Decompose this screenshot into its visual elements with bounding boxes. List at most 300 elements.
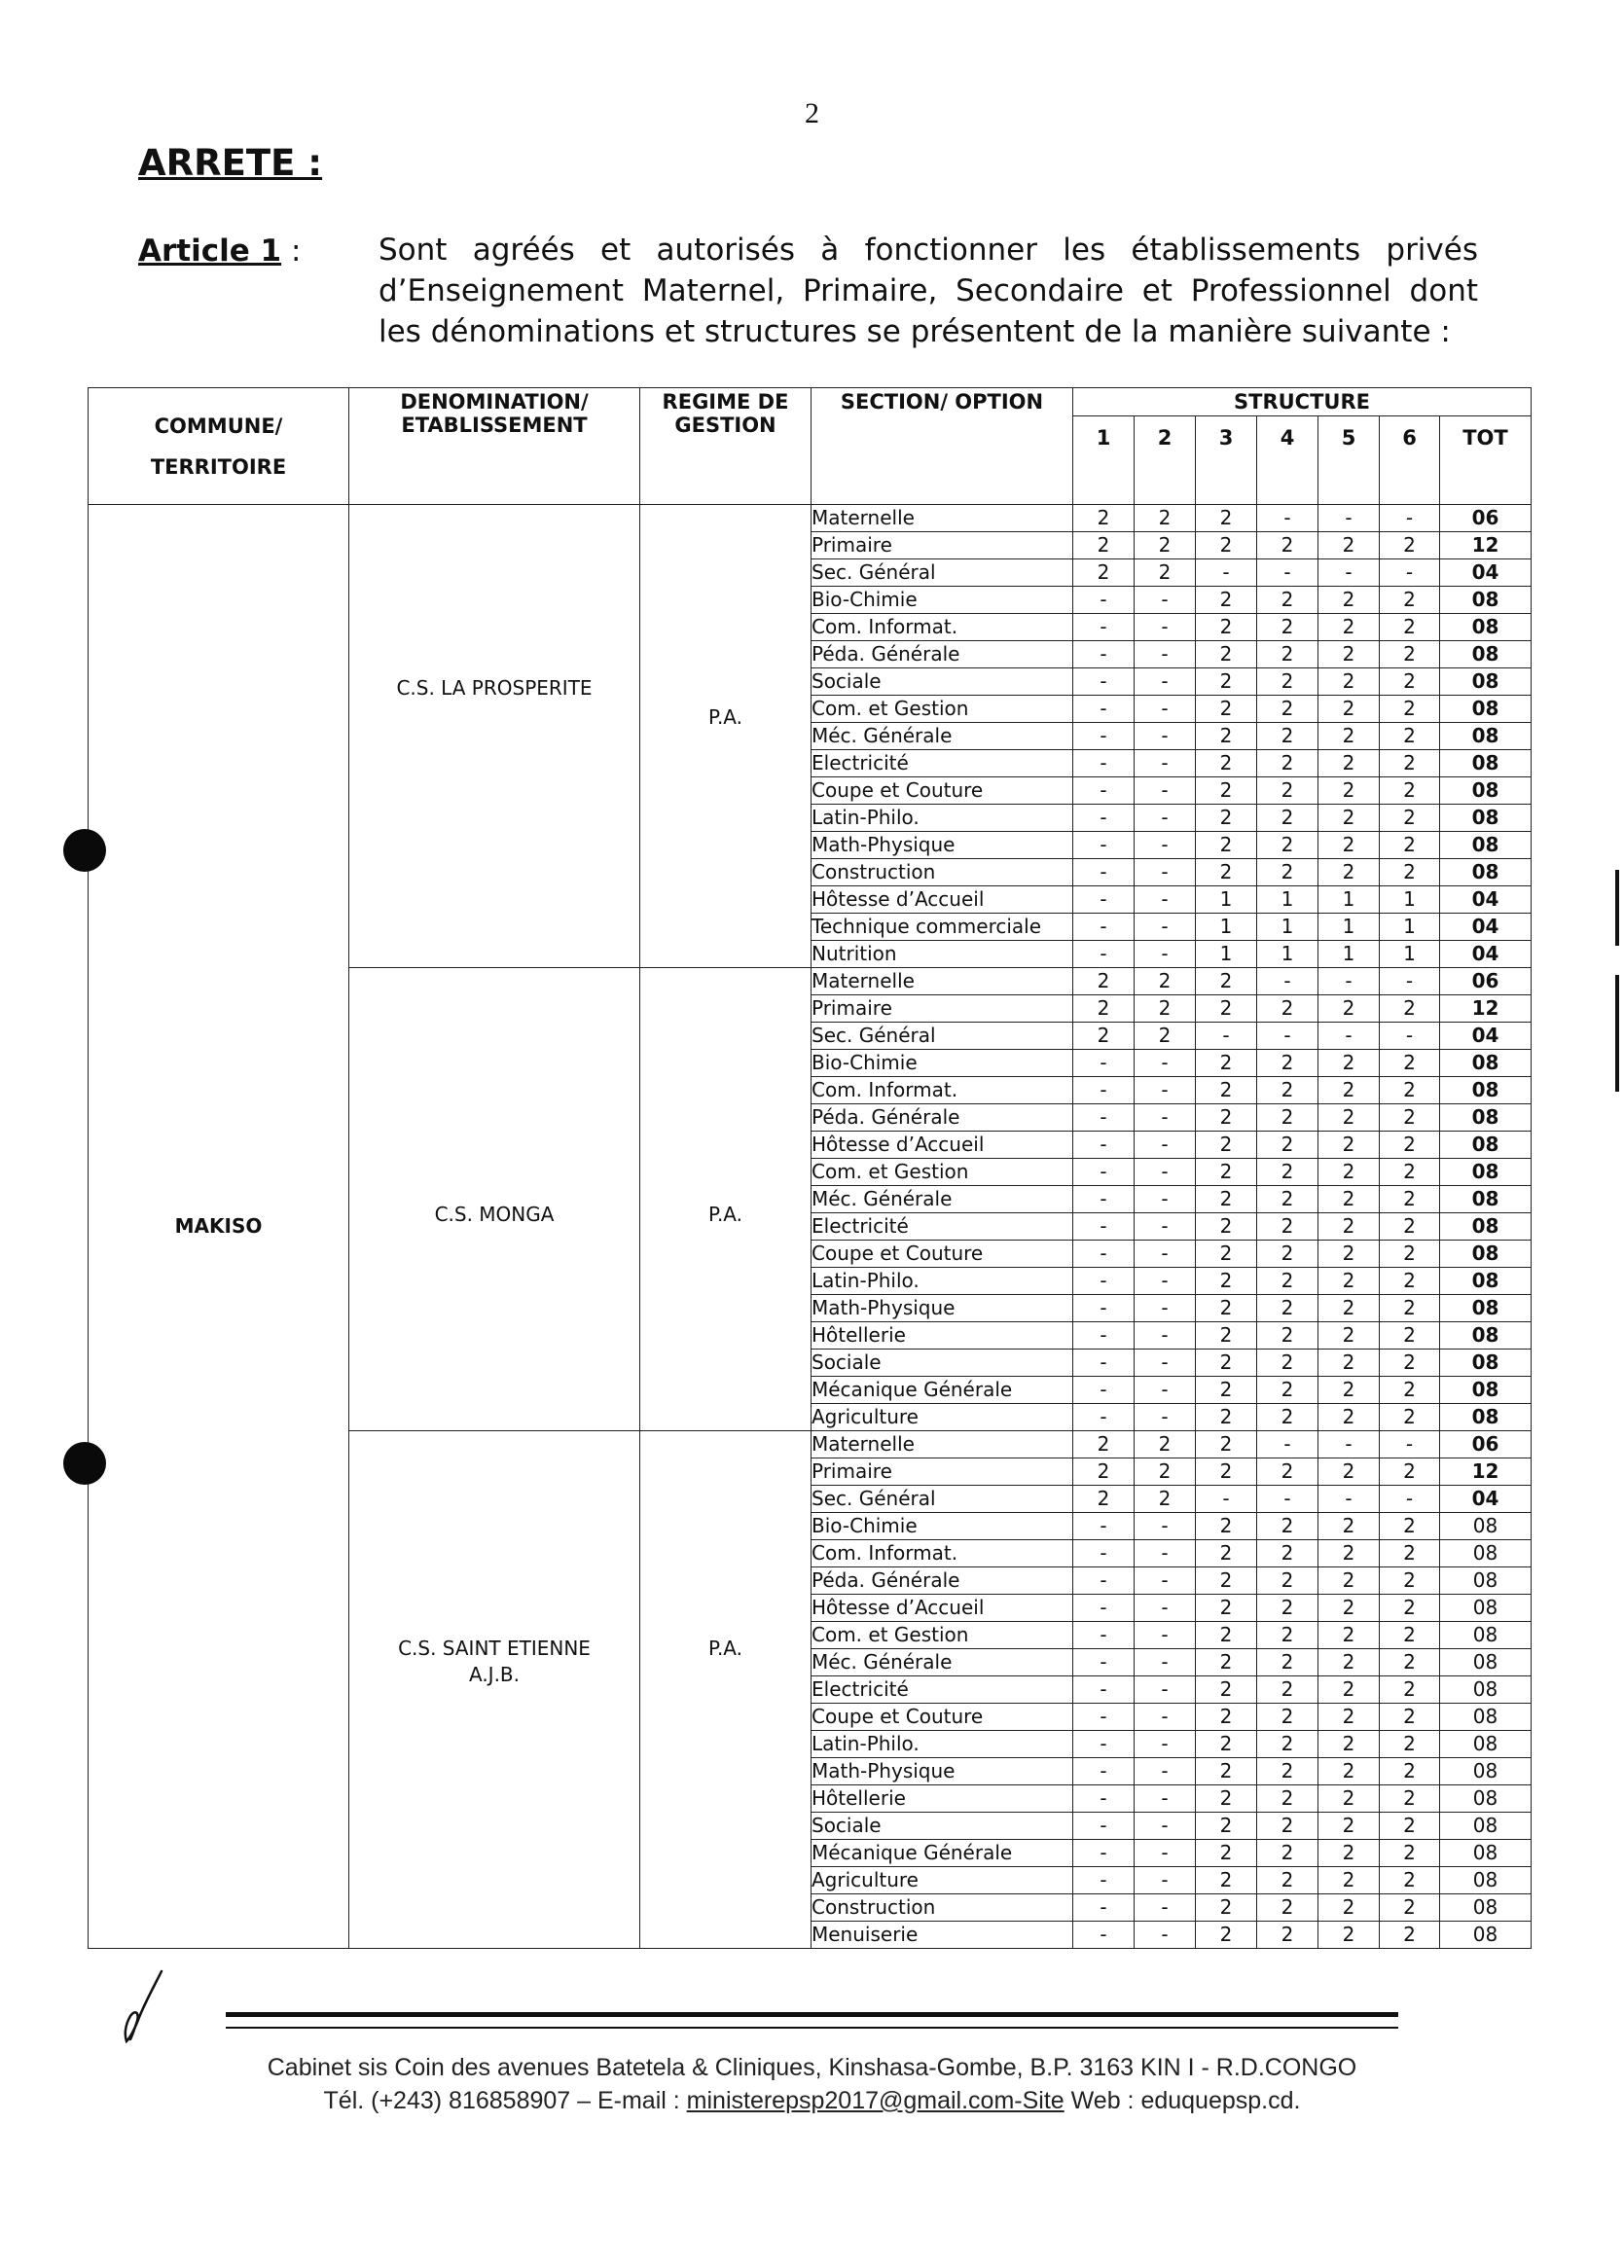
year-2-value: -	[1135, 1077, 1196, 1104]
year-2-value: -	[1135, 641, 1196, 668]
header-structure: STRUCTURE	[1073, 388, 1532, 416]
header-denomination: DENOMINATION/ ETABLISSEMENT	[349, 388, 640, 505]
year-6-value: 1	[1380, 914, 1440, 941]
year-5-value: -	[1318, 1431, 1380, 1458]
year-3-value: 2	[1196, 805, 1257, 832]
year-6-value: -	[1380, 1486, 1440, 1513]
year-1-value: -	[1073, 777, 1135, 805]
total-value: 04	[1440, 914, 1532, 941]
year-2-value: -	[1135, 750, 1196, 777]
year-1-value: -	[1073, 1268, 1135, 1295]
year-6-value: -	[1380, 1431, 1440, 1458]
year-4-value: 2	[1257, 1785, 1318, 1813]
total-value: 08	[1440, 1704, 1532, 1731]
year-3-value: 2	[1196, 1213, 1257, 1241]
total-value: 06	[1440, 1431, 1532, 1458]
header-year-3: 3	[1196, 416, 1257, 505]
year-2-value: -	[1135, 1894, 1196, 1922]
year-3-value: 2	[1196, 777, 1257, 805]
year-2-value: -	[1135, 1513, 1196, 1540]
year-4-value: 2	[1257, 1268, 1318, 1295]
year-5-value: 2	[1318, 1867, 1380, 1894]
section-option: Latin-Philo.	[812, 1268, 1073, 1295]
section-option: Méc. Générale	[812, 723, 1073, 750]
footer-contact	[0, 2084, 1624, 2117]
year-5-value: 2	[1318, 1132, 1380, 1159]
year-4-value: 2	[1257, 1813, 1318, 1840]
year-3-value: 2	[1196, 1567, 1257, 1595]
year-5-value: 2	[1318, 1213, 1380, 1241]
year-4-value: 2	[1257, 614, 1318, 641]
section-option: Sociale	[812, 1350, 1073, 1377]
year-3-value: 2	[1196, 1404, 1257, 1431]
year-1-value: -	[1073, 1758, 1135, 1785]
year-1-value: 2	[1073, 968, 1135, 995]
year-2-value: -	[1135, 1350, 1196, 1377]
year-3-value: 2	[1196, 1785, 1257, 1813]
year-4-value: 2	[1257, 1213, 1318, 1241]
total-value: 04	[1440, 1023, 1532, 1050]
section-option: Com. Informat.	[812, 1540, 1073, 1567]
section-option: Maternelle	[812, 1431, 1073, 1458]
school-name: C.S. SAINT ETIENNE	[398, 1637, 591, 1660]
year-1-value: -	[1073, 1350, 1135, 1377]
year-6-value: 2	[1380, 587, 1440, 614]
edge-mark-bottom	[1615, 975, 1619, 1092]
total-value: 08	[1440, 1377, 1532, 1404]
year-5-value: -	[1318, 505, 1380, 532]
punch-hole-bottom	[63, 1442, 106, 1485]
year-6-value: 2	[1380, 805, 1440, 832]
year-5-value: 2	[1318, 1513, 1380, 1540]
year-1-value: -	[1073, 1676, 1135, 1704]
year-6-value: 2	[1380, 696, 1440, 723]
year-5-value: 2	[1318, 805, 1380, 832]
year-6-value: 2	[1380, 1840, 1440, 1867]
year-5-value: 2	[1318, 1676, 1380, 1704]
section-option: Electricité	[812, 750, 1073, 777]
year-4-value: 2	[1257, 1077, 1318, 1104]
year-6-value: 2	[1380, 832, 1440, 859]
year-1-value: -	[1073, 614, 1135, 641]
year-4-value: -	[1257, 1486, 1318, 1513]
year-3-value: 2	[1196, 1458, 1257, 1486]
year-5-value: -	[1318, 1023, 1380, 1050]
total-value: 08	[1440, 1322, 1532, 1350]
year-2-value: 2	[1135, 1486, 1196, 1513]
year-1-value: 2	[1073, 532, 1135, 559]
year-2-value: 2	[1135, 995, 1196, 1023]
total-value: 08	[1440, 1731, 1532, 1758]
year-2-value: -	[1135, 1540, 1196, 1567]
section-option: Com. et Gestion	[812, 696, 1073, 723]
year-5-value: 1	[1318, 886, 1380, 914]
total-value: 04	[1440, 886, 1532, 914]
year-3-value: 2	[1196, 1704, 1257, 1731]
year-2-value: -	[1135, 1159, 1196, 1186]
year-5-value: 2	[1318, 1813, 1380, 1840]
year-1-value: -	[1073, 941, 1135, 968]
year-3-value: 2	[1196, 1377, 1257, 1404]
year-5-value: 2	[1318, 532, 1380, 559]
year-6-value: 2	[1380, 1050, 1440, 1077]
year-5-value: 2	[1318, 1377, 1380, 1404]
year-1-value: -	[1073, 641, 1135, 668]
year-5-value: 2	[1318, 750, 1380, 777]
year-4-value: -	[1257, 559, 1318, 587]
year-4-value: -	[1257, 968, 1318, 995]
year-5-value: 2	[1318, 1295, 1380, 1322]
year-6-value: 2	[1380, 1922, 1440, 1949]
section-option: Technique commerciale	[812, 914, 1073, 941]
total-value: 08	[1440, 1132, 1532, 1159]
article-label	[138, 234, 301, 269]
year-5-value: 2	[1318, 1922, 1380, 1949]
year-1-value: -	[1073, 1867, 1135, 1894]
total-value: 08	[1440, 1813, 1532, 1840]
header-commune	[89, 388, 349, 505]
year-6-value: 2	[1380, 1241, 1440, 1268]
year-6-value: 2	[1380, 1894, 1440, 1922]
year-6-value: 2	[1380, 1186, 1440, 1213]
year-2-value: -	[1135, 1295, 1196, 1322]
year-4-value: 2	[1257, 1404, 1318, 1431]
year-2-value: -	[1135, 1676, 1196, 1704]
year-5-value: 2	[1318, 1622, 1380, 1649]
footer-address: Cabinet sis Coin des avenues Batetela & Cliniques, Kinshasa-Gombe, B.P. 3163 KIN I - R.D.CONGO	[267, 2054, 1357, 2081]
year-2-value: -	[1135, 1840, 1196, 1867]
total-value: 08	[1440, 1077, 1532, 1104]
total-value: 08	[1440, 1758, 1532, 1785]
regime-cell: P.A.	[640, 505, 812, 968]
section-option: Méc. Générale	[812, 1186, 1073, 1213]
year-3-value: 2	[1196, 1322, 1257, 1350]
year-6-value: 2	[1380, 532, 1440, 559]
year-4-value: 2	[1257, 1186, 1318, 1213]
year-5-value: 1	[1318, 941, 1380, 968]
year-3-value: 2	[1196, 1540, 1257, 1567]
year-1-value: 2	[1073, 1023, 1135, 1050]
year-4-value: 2	[1257, 1104, 1318, 1132]
section-option: Coupe et Couture	[812, 1704, 1073, 1731]
year-3-value: 2	[1196, 1241, 1257, 1268]
year-3-value: 2	[1196, 1431, 1257, 1458]
table-row	[89, 505, 1532, 532]
year-4-value: 2	[1257, 1758, 1318, 1785]
year-5-value: -	[1318, 1486, 1380, 1513]
section-option: Bio-Chimie	[812, 1050, 1073, 1077]
year-3-value: -	[1196, 1023, 1257, 1050]
year-4-value: 2	[1257, 1567, 1318, 1595]
total-value: 08	[1440, 1894, 1532, 1922]
commune-cell: MAKISO	[89, 505, 349, 1949]
regime-cell: P.A.	[640, 968, 812, 1431]
year-5-value: 2	[1318, 587, 1380, 614]
section-option: Agriculture	[812, 1867, 1073, 1894]
year-6-value: 2	[1380, 1595, 1440, 1622]
year-6-value: 2	[1380, 1758, 1440, 1785]
year-6-value: 2	[1380, 1404, 1440, 1431]
section-option: Sociale	[812, 1813, 1073, 1840]
year-2-value: -	[1135, 1404, 1196, 1431]
year-1-value: -	[1073, 1622, 1135, 1649]
section-option: Bio-Chimie	[812, 587, 1073, 614]
total-value: 08	[1440, 1785, 1532, 1813]
year-1-value: 2	[1073, 995, 1135, 1023]
total-value: 08	[1440, 614, 1532, 641]
total-value: 08	[1440, 1104, 1532, 1132]
year-4-value: 2	[1257, 1922, 1318, 1949]
year-5-value: 2	[1318, 1404, 1380, 1431]
year-3-value: 2	[1196, 1867, 1257, 1894]
year-1-value: -	[1073, 1595, 1135, 1622]
year-1-value: -	[1073, 1159, 1135, 1186]
year-6-value: 2	[1380, 1704, 1440, 1731]
year-3-value: 2	[1196, 859, 1257, 886]
year-3-value: 2	[1196, 750, 1257, 777]
footer-website: Web : eduquepsp.cd.	[1064, 2087, 1301, 2114]
year-2-value: -	[1135, 886, 1196, 914]
section-option: Math-Physique	[812, 1758, 1073, 1785]
section-option: Sec. Général	[812, 559, 1073, 587]
year-5-value: 2	[1318, 1840, 1380, 1867]
section-option: Latin-Philo.	[812, 1731, 1073, 1758]
year-3-value: 2	[1196, 1186, 1257, 1213]
year-1-value: -	[1073, 696, 1135, 723]
year-5-value: 2	[1318, 1540, 1380, 1567]
section-option: Péda. Générale	[812, 641, 1073, 668]
year-5-value: 2	[1318, 614, 1380, 641]
year-2-value: -	[1135, 1704, 1196, 1731]
year-3-value: 2	[1196, 1622, 1257, 1649]
year-6-value: 2	[1380, 777, 1440, 805]
year-6-value: 2	[1380, 1350, 1440, 1377]
year-1-value: -	[1073, 1186, 1135, 1213]
year-4-value: 2	[1257, 1731, 1318, 1758]
year-4-value: 2	[1257, 587, 1318, 614]
year-2-value: -	[1135, 614, 1196, 641]
year-2-value: -	[1135, 1213, 1196, 1241]
year-4-value: 2	[1257, 696, 1318, 723]
total-value: 08	[1440, 1159, 1532, 1186]
year-5-value: 2	[1318, 696, 1380, 723]
section-option: Primaire	[812, 995, 1073, 1023]
section-option: Hôtellerie	[812, 1785, 1073, 1813]
year-5-value: 2	[1318, 1050, 1380, 1077]
year-2-value: -	[1135, 1622, 1196, 1649]
year-5-value: 2	[1318, 1322, 1380, 1350]
year-6-value: 2	[1380, 995, 1440, 1023]
year-4-value: 2	[1257, 1350, 1318, 1377]
total-value: 08	[1440, 1186, 1532, 1213]
school-name: C.S. MONGA	[434, 1203, 555, 1226]
year-4-value: 2	[1257, 1241, 1318, 1268]
year-4-value: 2	[1257, 1676, 1318, 1704]
year-2-value: -	[1135, 1595, 1196, 1622]
year-2-value: 2	[1135, 505, 1196, 532]
year-1-value: 2	[1073, 505, 1135, 532]
header-commune-line2: TERRITOIRE	[150, 454, 287, 479]
section-option: Sec. Général	[812, 1023, 1073, 1050]
year-1-value: -	[1073, 1322, 1135, 1350]
school-name-cell	[349, 505, 640, 968]
year-1-value: -	[1073, 1922, 1135, 1949]
year-5-value: 2	[1318, 1567, 1380, 1595]
year-6-value: 2	[1380, 1676, 1440, 1704]
year-5-value: 2	[1318, 995, 1380, 1023]
year-2-value: -	[1135, 668, 1196, 696]
total-value: 08	[1440, 723, 1532, 750]
school-name-cell	[349, 968, 640, 1431]
year-4-value: 2	[1257, 641, 1318, 668]
year-5-value: 2	[1318, 668, 1380, 696]
year-4-value: 2	[1257, 1050, 1318, 1077]
year-5-value: 2	[1318, 1785, 1380, 1813]
section-option: Coupe et Couture	[812, 1241, 1073, 1268]
year-6-value: 2	[1380, 1567, 1440, 1595]
year-6-value: -	[1380, 968, 1440, 995]
year-3-value: -	[1196, 1486, 1257, 1513]
total-value: 12	[1440, 532, 1532, 559]
year-2-value: -	[1135, 1731, 1196, 1758]
year-2-value: -	[1135, 1104, 1196, 1132]
year-4-value: 2	[1257, 1458, 1318, 1486]
year-3-value: 2	[1196, 696, 1257, 723]
year-6-value: -	[1380, 1023, 1440, 1050]
year-1-value: -	[1073, 1840, 1135, 1867]
year-2-value: -	[1135, 696, 1196, 723]
section-option: Péda. Générale	[812, 1104, 1073, 1132]
year-6-value: 2	[1380, 1867, 1440, 1894]
footer-email: ministerepsp2017@gmail.com-Site	[686, 2087, 1065, 2114]
year-5-value: 2	[1318, 1649, 1380, 1676]
section-option: Primaire	[812, 532, 1073, 559]
year-3-value: 2	[1196, 1159, 1257, 1186]
year-2-value: -	[1135, 914, 1196, 941]
year-6-value: 1	[1380, 886, 1440, 914]
year-5-value: 2	[1318, 1458, 1380, 1486]
year-2-value: -	[1135, 1813, 1196, 1840]
year-6-value: 2	[1380, 1132, 1440, 1159]
year-3-value: 2	[1196, 1758, 1257, 1785]
year-3-value: 2	[1196, 1595, 1257, 1622]
section-option: Math-Physique	[812, 832, 1073, 859]
year-4-value: 2	[1257, 1622, 1318, 1649]
year-6-value: 2	[1380, 1159, 1440, 1186]
article-number: Article 1	[138, 234, 282, 269]
total-value: 12	[1440, 995, 1532, 1023]
footer-rule	[226, 2012, 1398, 2029]
year-6-value: 2	[1380, 1513, 1440, 1540]
year-4-value: 2	[1257, 1649, 1318, 1676]
section-option: Menuiserie	[812, 1922, 1073, 1949]
year-5-value: -	[1318, 559, 1380, 587]
year-3-value: 2	[1196, 1731, 1257, 1758]
year-6-value: -	[1380, 505, 1440, 532]
footer	[0, 2051, 1624, 2117]
year-3-value: 2	[1196, 1268, 1257, 1295]
section-option: Hôtesse d’Accueil	[812, 1132, 1073, 1159]
article-separator: :	[281, 234, 302, 269]
year-5-value: 2	[1318, 1104, 1380, 1132]
header-regime: REGIME DE GESTION	[640, 388, 812, 505]
year-4-value: 1	[1257, 941, 1318, 968]
year-5-value: 2	[1318, 1758, 1380, 1785]
year-1-value: -	[1073, 1213, 1135, 1241]
year-1-value: -	[1073, 1377, 1135, 1404]
year-3-value: 2	[1196, 1050, 1257, 1077]
year-1-value: -	[1073, 1077, 1135, 1104]
header-year-1: 1	[1073, 416, 1135, 505]
year-2-value: 2	[1135, 559, 1196, 587]
total-value: 08	[1440, 641, 1532, 668]
year-2-value: -	[1135, 1241, 1196, 1268]
section-option: Com. et Gestion	[812, 1622, 1073, 1649]
year-1-value: -	[1073, 668, 1135, 696]
year-1-value: -	[1073, 1513, 1135, 1540]
year-1-value: -	[1073, 1404, 1135, 1431]
regime-cell: P.A.	[640, 1431, 812, 1949]
paraph-signature	[115, 1967, 173, 2045]
year-4-value: 2	[1257, 1867, 1318, 1894]
total-value: 04	[1440, 559, 1532, 587]
year-1-value: -	[1073, 1540, 1135, 1567]
year-3-value: 2	[1196, 1840, 1257, 1867]
year-6-value: 2	[1380, 1785, 1440, 1813]
year-2-value: -	[1135, 805, 1196, 832]
school-name-line2: A.J.B.	[468, 1663, 521, 1686]
year-4-value: 2	[1257, 1132, 1318, 1159]
year-2-value: -	[1135, 941, 1196, 968]
year-4-value: 2	[1257, 723, 1318, 750]
year-3-value: 2	[1196, 1077, 1257, 1104]
year-3-value: 2	[1196, 832, 1257, 859]
year-2-value: -	[1135, 1649, 1196, 1676]
year-3-value: 2	[1196, 1894, 1257, 1922]
year-4-value: 2	[1257, 1840, 1318, 1867]
section-option: Math-Physique	[812, 1295, 1073, 1322]
year-6-value: 2	[1380, 1813, 1440, 1840]
year-4-value: -	[1257, 1023, 1318, 1050]
year-6-value: 2	[1380, 1268, 1440, 1295]
year-5-value: 2	[1318, 1350, 1380, 1377]
year-3-value: 2	[1196, 1132, 1257, 1159]
year-1-value: -	[1073, 1731, 1135, 1758]
year-4-value: 2	[1257, 859, 1318, 886]
year-1-value: -	[1073, 859, 1135, 886]
section-option: Electricité	[812, 1676, 1073, 1704]
year-2-value: -	[1135, 1377, 1196, 1404]
year-3-value: 2	[1196, 641, 1257, 668]
year-4-value: 1	[1257, 886, 1318, 914]
year-6-value: 2	[1380, 1540, 1440, 1567]
year-4-value: 2	[1257, 1595, 1318, 1622]
section-option: Sec. Général	[812, 1486, 1073, 1513]
year-4-value: 2	[1257, 668, 1318, 696]
year-5-value: 2	[1318, 1159, 1380, 1186]
year-5-value: 1	[1318, 914, 1380, 941]
year-3-value: 2	[1196, 995, 1257, 1023]
year-6-value: 2	[1380, 859, 1440, 886]
year-3-value: 2	[1196, 1513, 1257, 1540]
section-option: Maternelle	[812, 968, 1073, 995]
year-1-value: 2	[1073, 1458, 1135, 1486]
year-5-value: 2	[1318, 859, 1380, 886]
page-number: 2	[805, 97, 819, 129]
year-5-value: 2	[1318, 723, 1380, 750]
edge-mark-top	[1615, 870, 1619, 946]
total-value: 08	[1440, 1213, 1532, 1241]
